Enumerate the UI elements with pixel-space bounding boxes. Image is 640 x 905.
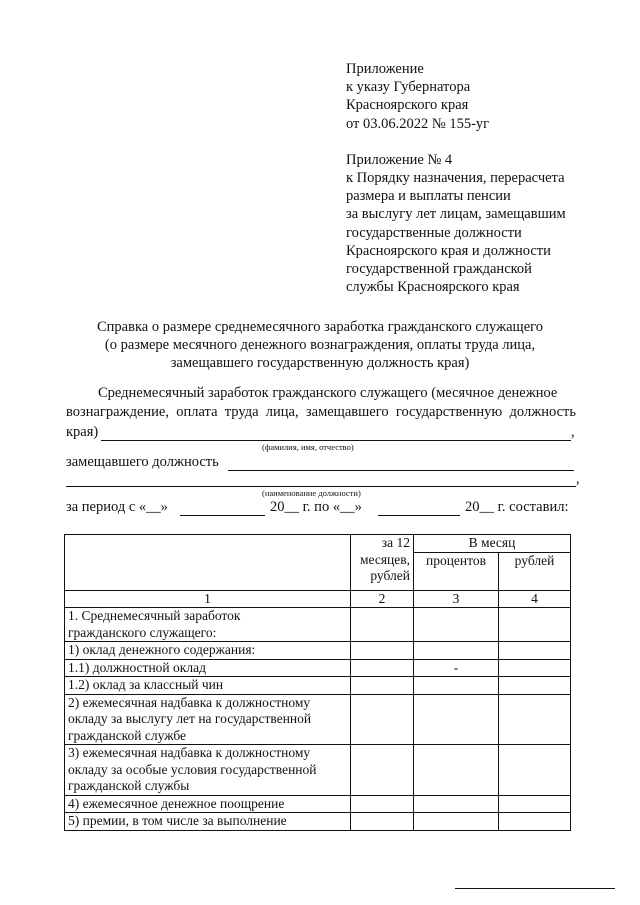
table-row <box>65 608 571 642</box>
salary-table <box>64 534 571 831</box>
title-line: (о размере месячного денежного вознаграждения, оплаты труда лица, <box>104 337 536 353</box>
row-cell[interactable] <box>414 677 499 695</box>
row-cell[interactable] <box>499 694 571 745</box>
position-fill-line-2[interactable] <box>66 486 576 487</box>
page-bottom-rule <box>455 888 615 889</box>
row-cell[interactable] <box>414 642 499 660</box>
paragraph-line: края) <box>66 424 99 440</box>
table-row <box>65 642 571 660</box>
col-number: 4 <box>499 590 571 608</box>
header-line: к указу Губернатора <box>346 79 471 96</box>
period-from: за период с «__» <box>66 499 168 515</box>
table-row <box>65 694 571 745</box>
col-number: 3 <box>414 590 499 608</box>
header-cell-12months: за 12 месяцев, рублей <box>351 535 414 591</box>
decree-header <box>346 60 566 296</box>
row-cell[interactable] <box>351 677 414 695</box>
row-cell[interactable] <box>351 745 414 796</box>
row-cell[interactable] <box>351 813 414 831</box>
punct: , <box>571 424 575 440</box>
table-row <box>65 659 571 677</box>
header-line: от 03.06.2022 № 155-уг <box>346 115 490 132</box>
appendix-line: к Порядку назначения, перерасчета <box>346 170 565 187</box>
table-row <box>65 677 571 695</box>
appendix-line: Красноярского края и должности <box>346 242 551 259</box>
appendix-line: размера и выплаты пенсии <box>346 188 511 205</box>
row-cell[interactable] <box>351 642 414 660</box>
row-cell[interactable] <box>499 659 571 677</box>
period-to: 20__ г. по «__» <box>270 499 362 515</box>
table-row <box>65 795 571 813</box>
col-number: 2 <box>351 590 414 608</box>
row-cell[interactable] <box>351 659 414 677</box>
appendix-line: за выслугу лет лицам, замещавшим <box>346 206 566 223</box>
fio-fill-line[interactable] <box>101 440 571 441</box>
position-caption: (наименование должности) <box>262 488 361 498</box>
row-cell[interactable] <box>414 795 499 813</box>
row-label: 1. Среднемесячный заработок гражданского служащего: <box>65 608 351 642</box>
row-cell[interactable] <box>499 608 571 642</box>
row-label: 3) ежемесячная надбавка к должностному окладу за особые условия государственной гражданской службы <box>65 745 351 796</box>
row-cell[interactable] <box>351 694 414 745</box>
col-number: 1 <box>65 590 351 608</box>
header-line: Приложение <box>346 61 424 77</box>
table-header-row <box>65 535 571 553</box>
row-label: 4) ежемесячное денежное поощрение <box>65 795 351 813</box>
appendix-line: государственной гражданской <box>346 261 532 278</box>
appendix-line: Приложение № 4 <box>346 151 453 168</box>
punct: , <box>576 471 580 487</box>
header-cell-per-month: В месяц <box>414 535 571 553</box>
row-cell[interactable] <box>499 813 571 831</box>
row-cell[interactable] <box>351 795 414 813</box>
appendix-line: государственные должности <box>346 224 522 241</box>
paragraph-line: Среднемесячный заработок гражданского служащего (месячное денежное <box>98 385 558 401</box>
header-cell-percent: процентов <box>414 552 499 590</box>
row-cell[interactable] <box>414 694 499 745</box>
period-to-line[interactable] <box>378 515 460 516</box>
header-cell <box>65 535 351 591</box>
row-cell[interactable] <box>414 745 499 796</box>
document-title <box>0 318 640 372</box>
table-row <box>65 813 571 831</box>
appendix-line: службы Красноярского края <box>346 279 520 296</box>
row-label: 1.1) должностной оклад <box>65 659 351 677</box>
title-line: замещавшего государственную должность края) <box>170 355 470 371</box>
period-end: 20__ г. составил: <box>465 499 569 515</box>
row-cell[interactable] <box>499 745 571 796</box>
row-label: 5) премии, в том числе за выполнение <box>65 813 351 831</box>
row-cell[interactable] <box>499 642 571 660</box>
title-line: Справка о размере среднемесячного заработка гражданского служащего <box>96 319 543 335</box>
row-cell[interactable] <box>499 677 571 695</box>
row-label: 2) ежемесячная надбавка к должностному окладу за выслугу лет на государственной гражданской службе <box>65 694 351 745</box>
row-label: 1) оклад денежного содержания: <box>65 642 351 660</box>
row-cell[interactable]: - <box>414 659 499 677</box>
row-cell[interactable] <box>414 608 499 642</box>
paragraph-line: вознаграждение, оплата труда лица, замещавшего государственную должность <box>66 404 576 420</box>
row-label: 1.2) оклад за классный чин <box>65 677 351 695</box>
row-cell[interactable] <box>351 608 414 642</box>
row-cell[interactable] <box>499 795 571 813</box>
table-number-row <box>65 590 571 608</box>
fio-caption: (фамилия, имя, отчество) <box>262 442 354 452</box>
position-fill-line[interactable] <box>228 470 574 471</box>
row-cell[interactable] <box>414 813 499 831</box>
position-label: замещавшего должность <box>66 454 219 470</box>
header-cell-rubles: рублей <box>499 552 571 590</box>
header-line: Красноярского края <box>346 97 469 114</box>
period-from-line[interactable] <box>180 515 265 516</box>
table-row <box>65 745 571 796</box>
